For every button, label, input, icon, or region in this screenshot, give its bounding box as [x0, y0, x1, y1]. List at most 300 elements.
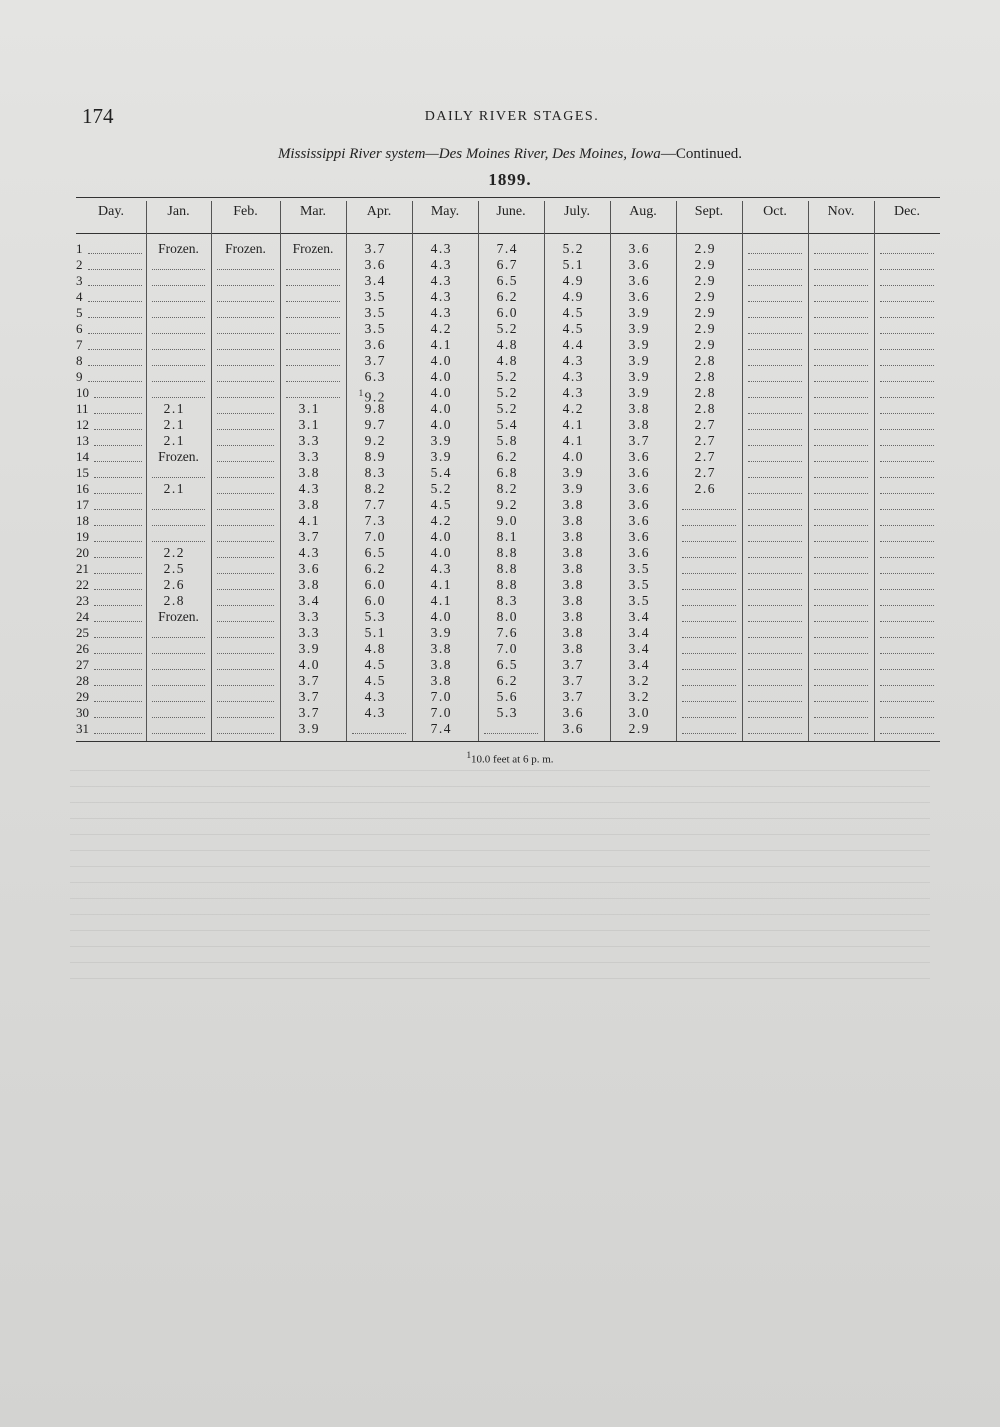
- stage-value-mar: 3.9: [298, 721, 320, 736]
- stage-value-may: 4.0: [430, 417, 452, 432]
- stage-value-june: 6.5: [496, 273, 518, 288]
- empty-cell-dots: [814, 621, 868, 622]
- stage-value-july: 4.5: [562, 321, 584, 336]
- empty-cell-dots: [814, 525, 868, 526]
- stage-value-mar: 3.1: [298, 417, 320, 432]
- stage-value-sept: 2.8: [694, 353, 716, 368]
- day-leader-dots: [94, 493, 142, 494]
- empty-cell-dots: [880, 637, 934, 638]
- empty-cell-dots: [880, 445, 934, 446]
- day-leader-dots: [94, 589, 142, 590]
- empty-cell-dots: [748, 637, 802, 638]
- empty-cell-dots: [152, 701, 205, 702]
- stage-value-apr: 9.7: [364, 417, 386, 432]
- stage-value-apr: 5.1: [364, 625, 386, 640]
- empty-cell-dots: [880, 461, 934, 462]
- stage-value-july: 5.1: [562, 257, 584, 272]
- empty-cell-dots: [152, 509, 205, 510]
- empty-cell-dots: [814, 589, 868, 590]
- empty-cell-dots: [880, 477, 934, 478]
- stage-value-july: 4.3: [562, 353, 584, 368]
- empty-cell-dots: [217, 269, 274, 270]
- stage-value-june: 8.3: [496, 593, 518, 608]
- stage-value-june: 9.2: [496, 497, 518, 512]
- stage-value-june: 4.8: [496, 337, 518, 352]
- day-leader-dots: [94, 541, 142, 542]
- empty-cell-dots: [748, 253, 802, 254]
- empty-cell-dots: [217, 669, 274, 670]
- stage-value-july: 3.8: [562, 577, 584, 592]
- stage-value-june: 9.0: [496, 513, 518, 528]
- stage-value-june: 5.2: [496, 385, 518, 400]
- empty-cell-dots: [748, 365, 802, 366]
- stage-value-mar: 3.8: [298, 465, 320, 480]
- stage-value-apr: 3.7: [364, 241, 386, 256]
- stage-value-may: 4.2: [430, 513, 452, 528]
- stage-value-july: 4.2: [562, 401, 584, 416]
- stage-value-sept: 2.7: [694, 449, 716, 464]
- stage-value-apr: 4.5: [364, 657, 386, 672]
- day-label: 17: [76, 497, 89, 512]
- empty-cell-dots: [152, 285, 205, 286]
- empty-cell-dots: [880, 397, 934, 398]
- stage-value-aug: 3.5: [628, 561, 650, 576]
- stage-value-may: 4.3: [430, 257, 452, 272]
- empty-cell-dots: [814, 429, 868, 430]
- stage-value-may: 4.3: [430, 241, 452, 256]
- empty-cell-dots: [217, 637, 274, 638]
- empty-cell-dots: [217, 397, 274, 398]
- stage-value-may: 5.2: [430, 481, 452, 496]
- stage-value-june: 5.6: [496, 689, 518, 704]
- day-leader-dots: [88, 253, 142, 254]
- stage-value-june: 5.2: [496, 369, 518, 384]
- empty-cell-dots: [748, 333, 802, 334]
- stage-value-july: 3.8: [562, 529, 584, 544]
- empty-cell-dots: [217, 493, 274, 494]
- stage-value-may: 4.0: [430, 609, 452, 624]
- empty-cell-dots: [880, 733, 934, 734]
- stage-value-apr: 8.9: [364, 449, 386, 464]
- empty-cell-dots: [880, 685, 934, 686]
- stage-value-july: 3.7: [562, 673, 584, 688]
- empty-cell-dots: [880, 701, 934, 702]
- day-label: 24: [76, 609, 89, 624]
- stage-value-apr: 9.8: [364, 401, 386, 416]
- day-label: 7: [76, 337, 83, 352]
- day-label: 2: [76, 257, 83, 272]
- stage-value-aug: 3.9: [628, 353, 650, 368]
- empty-cell-dots: [880, 621, 934, 622]
- stage-value-may: 4.0: [430, 353, 452, 368]
- empty-cell-dots: [814, 397, 868, 398]
- empty-cell-dots: [814, 269, 868, 270]
- empty-cell-dots: [814, 717, 868, 718]
- stage-value-sept: 2.8: [694, 385, 716, 400]
- stage-value-july: 3.6: [562, 721, 584, 736]
- stage-value-apr: 4.3: [364, 705, 386, 720]
- stage-value-aug: 3.6: [628, 481, 650, 496]
- day-label: 9: [76, 369, 83, 384]
- empty-cell-dots: [682, 717, 736, 718]
- stage-value-may: 4.3: [430, 289, 452, 304]
- empty-cell-dots: [814, 541, 868, 542]
- stage-value-apr: 3.6: [364, 337, 386, 352]
- stage-value-mar: 4.3: [298, 481, 320, 496]
- stage-value-sept: 2.9: [694, 305, 716, 320]
- day-leader-dots: [88, 301, 142, 302]
- empty-cell-dots: [286, 365, 340, 366]
- empty-cell-dots: [217, 381, 274, 382]
- stage-value-july: 3.8: [562, 641, 584, 656]
- stage-value-may: 4.1: [430, 577, 452, 592]
- empty-cell-dots: [217, 445, 274, 446]
- column-divider: [146, 201, 147, 741]
- stage-value-jan: 2.1: [163, 433, 185, 448]
- empty-cell-dots: [682, 653, 736, 654]
- stage-value-apr: 8.2: [364, 481, 386, 496]
- stage-value-june: 8.2: [496, 481, 518, 496]
- stage-value-mar: 4.3: [298, 545, 320, 560]
- empty-cell-dots: [217, 589, 274, 590]
- stage-value-may: 4.0: [430, 529, 452, 544]
- empty-cell-dots: [814, 557, 868, 558]
- empty-cell-dots: [814, 445, 868, 446]
- empty-cell-dots: [880, 429, 934, 430]
- stage-value-june: 5.3: [496, 705, 518, 720]
- column-divider: [808, 201, 809, 741]
- empty-cell-dots: [814, 573, 868, 574]
- empty-cell-dots: [682, 621, 736, 622]
- stage-value-mar: 3.8: [298, 577, 320, 592]
- stage-value-mar: Frozen.: [292, 241, 334, 256]
- empty-cell-dots: [814, 349, 868, 350]
- empty-cell-dots: [814, 669, 868, 670]
- day-leader-dots: [94, 477, 142, 478]
- empty-cell-dots: [217, 429, 274, 430]
- empty-cell-dots: [217, 413, 274, 414]
- day-label: 27: [76, 657, 89, 672]
- stage-value-aug: 3.6: [628, 449, 650, 464]
- stage-value-aug: 3.5: [628, 577, 650, 592]
- empty-cell-dots: [152, 653, 205, 654]
- stage-value-jan: 2.5: [163, 561, 185, 576]
- day-label: 12: [76, 417, 89, 432]
- empty-cell-dots: [682, 605, 736, 606]
- day-leader-dots: [94, 413, 142, 414]
- stage-value-jan: 2.1: [163, 481, 185, 496]
- stage-value-mar: 3.3: [298, 449, 320, 464]
- stage-value-jan: Frozen.: [158, 241, 199, 256]
- empty-cell-dots: [286, 317, 340, 318]
- stage-value-july: 4.4: [562, 337, 584, 352]
- stage-value-may: 4.0: [430, 385, 452, 400]
- stage-value-mar: 3.7: [298, 673, 320, 688]
- stage-value-may: 7.0: [430, 705, 452, 720]
- stage-value-jan: 2.2: [163, 545, 185, 560]
- day-label: 26: [76, 641, 89, 656]
- empty-cell-dots: [217, 653, 274, 654]
- empty-cell-dots: [152, 301, 205, 302]
- empty-cell-dots: [217, 349, 274, 350]
- empty-cell-dots: [748, 301, 802, 302]
- stage-value-june: 7.6: [496, 625, 518, 640]
- stage-value-apr: 3.7: [364, 353, 386, 368]
- stage-value-sept: 2.7: [694, 433, 716, 448]
- stage-value-mar: 3.1: [298, 401, 320, 416]
- empty-cell-dots: [814, 509, 868, 510]
- stage-value-apr: 8.3: [364, 465, 386, 480]
- stage-value-apr: 5.3: [364, 609, 386, 624]
- footnote-reference: 1: [358, 388, 365, 398]
- stage-value-july: 3.7: [562, 657, 584, 672]
- stage-value-july: 4.5: [562, 305, 584, 320]
- stage-value-may: 4.1: [430, 593, 452, 608]
- empty-cell-dots: [748, 285, 802, 286]
- empty-cell-dots: [880, 717, 934, 718]
- empty-cell-dots: [814, 413, 868, 414]
- empty-cell-dots: [152, 365, 205, 366]
- empty-cell-dots: [152, 317, 205, 318]
- stage-value-apr: 6.0: [364, 577, 386, 592]
- stage-value-apr: 7.0: [364, 529, 386, 544]
- column-header-feb: Feb.: [233, 204, 258, 219]
- empty-cell-dots: [748, 525, 802, 526]
- empty-cell-dots: [682, 701, 736, 702]
- empty-cell-dots: [880, 573, 934, 574]
- stage-value-may: 3.8: [430, 657, 452, 672]
- stage-value-july: 3.8: [562, 593, 584, 608]
- stage-value-june: 6.2: [496, 673, 518, 688]
- empty-cell-dots: [880, 317, 934, 318]
- day-label: 16: [76, 481, 89, 496]
- empty-cell-dots: [880, 269, 934, 270]
- header-bottom-rule: [76, 233, 940, 234]
- empty-cell-dots: [286, 397, 340, 398]
- empty-cell-dots: [217, 301, 274, 302]
- stage-value-july: 3.9: [562, 465, 584, 480]
- empty-cell-dots: [217, 733, 274, 734]
- day-leader-dots: [88, 285, 142, 286]
- column-divider: [211, 201, 212, 741]
- empty-cell-dots: [814, 381, 868, 382]
- empty-cell-dots: [814, 637, 868, 638]
- empty-cell-dots: [682, 589, 736, 590]
- empty-cell-dots: [217, 621, 274, 622]
- empty-cell-dots: [682, 733, 736, 734]
- empty-cell-dots: [748, 541, 802, 542]
- footnote: [0, 750, 1000, 766]
- stage-value-sept: 2.7: [694, 465, 716, 480]
- stage-value-apr: 7.3: [364, 513, 386, 528]
- day-leader-dots: [94, 653, 142, 654]
- day-leader-dots: [94, 685, 142, 686]
- empty-cell-dots: [682, 669, 736, 670]
- day-leader-dots: [88, 381, 142, 382]
- empty-cell-dots: [682, 573, 736, 574]
- day-label: 18: [76, 513, 89, 528]
- empty-cell-dots: [814, 253, 868, 254]
- stage-value-aug: 3.6: [628, 273, 650, 288]
- stage-value-may: 3.9: [430, 433, 452, 448]
- empty-cell-dots: [748, 349, 802, 350]
- stage-value-jan: Frozen.: [158, 609, 199, 624]
- empty-cell-dots: [880, 541, 934, 542]
- stage-value-mar: 3.7: [298, 529, 320, 544]
- stage-value-july: 3.8: [562, 609, 584, 624]
- day-label: 11: [76, 401, 89, 416]
- empty-cell-dots: [682, 525, 736, 526]
- empty-cell-dots: [814, 493, 868, 494]
- day-leader-dots: [94, 509, 142, 510]
- empty-cell-dots: [152, 381, 205, 382]
- day-label: 6: [76, 321, 83, 336]
- stage-value-sept: 2.6: [694, 481, 716, 496]
- stage-value-june: 6.2: [496, 289, 518, 304]
- stage-value-july: 3.8: [562, 513, 584, 528]
- day-label: 4: [76, 289, 83, 304]
- stage-value-jan: 2.8: [163, 593, 185, 608]
- empty-cell-dots: [152, 525, 205, 526]
- empty-cell-dots: [286, 285, 340, 286]
- day-leader-dots: [94, 621, 142, 622]
- stage-value-apr: 7.7: [364, 497, 386, 512]
- empty-cell-dots: [814, 701, 868, 702]
- day-label: 30: [76, 705, 89, 720]
- day-leader-dots: [88, 269, 142, 270]
- day-leader-dots: [94, 717, 142, 718]
- stage-value-aug: 3.8: [628, 401, 650, 416]
- day-label: 23: [76, 593, 89, 608]
- stage-value-sept: 2.7: [694, 417, 716, 432]
- day-label: 20: [76, 545, 89, 560]
- day-label: 13: [76, 433, 89, 448]
- stage-value-aug: 3.9: [628, 369, 650, 384]
- empty-cell-dots: [814, 733, 868, 734]
- stage-value-july: 4.3: [562, 385, 584, 400]
- stage-value-apr: 6.5: [364, 545, 386, 560]
- empty-cell-dots: [748, 589, 802, 590]
- day-label: 22: [76, 577, 89, 592]
- stage-value-july: 3.9: [562, 481, 584, 496]
- empty-cell-dots: [880, 589, 934, 590]
- empty-cell-dots: [152, 269, 205, 270]
- table-bottom-rule: [76, 741, 940, 742]
- empty-cell-dots: [217, 557, 274, 558]
- stage-value-may: 4.5: [430, 497, 452, 512]
- stage-value-july: 4.0: [562, 449, 584, 464]
- stage-value-apr: 3.6: [364, 257, 386, 272]
- page-header: [82, 104, 942, 134]
- stage-value-apr: 3.5: [364, 305, 386, 320]
- caption-italic: Mississippi River system—Des Moines River, Des Moines, Iowa: [277, 146, 661, 162]
- column-header-july: July.: [564, 204, 590, 219]
- empty-cell-dots: [814, 317, 868, 318]
- stage-value-aug: 3.6: [628, 289, 650, 304]
- empty-cell-dots: [880, 333, 934, 334]
- day-leader-dots: [94, 461, 142, 462]
- stage-value-june: 7.0: [496, 641, 518, 656]
- empty-cell-dots: [152, 541, 205, 542]
- column-divider: [742, 201, 743, 741]
- stage-value-aug: 3.6: [628, 257, 650, 272]
- day-leader-dots: [94, 397, 142, 398]
- stage-value-apr: 6.0: [364, 593, 386, 608]
- empty-cell-dots: [748, 397, 802, 398]
- empty-cell-dots: [286, 349, 340, 350]
- stage-value-apr: 9.2: [364, 433, 386, 448]
- stage-value-mar: 3.4: [298, 593, 320, 608]
- empty-cell-dots: [748, 717, 802, 718]
- stage-value-sept: 2.9: [694, 337, 716, 352]
- stage-value-apr: 6.2: [364, 561, 386, 576]
- bleed-through: [70, 770, 930, 990]
- empty-cell-dots: [748, 557, 802, 558]
- stage-value-sept: 2.9: [694, 257, 716, 272]
- empty-cell-dots: [286, 381, 340, 382]
- stage-value-aug: 3.4: [628, 657, 650, 672]
- stage-value-aug: 3.5: [628, 593, 650, 608]
- empty-cell-dots: [748, 573, 802, 574]
- empty-cell-dots: [814, 605, 868, 606]
- day-label: 21: [76, 561, 89, 576]
- empty-cell-dots: [748, 605, 802, 606]
- stage-value-may: 4.0: [430, 401, 452, 416]
- stage-value-aug: 3.6: [628, 513, 650, 528]
- day-label: 15: [76, 465, 89, 480]
- empty-cell-dots: [748, 317, 802, 318]
- empty-cell-dots: [152, 637, 205, 638]
- stage-value-may: 4.3: [430, 561, 452, 576]
- column-header-jan: Jan.: [167, 204, 190, 219]
- stage-value-july: 4.1: [562, 433, 584, 448]
- empty-cell-dots: [484, 733, 538, 734]
- stage-value-mar: 3.8: [298, 497, 320, 512]
- stage-value-may: 4.3: [430, 273, 452, 288]
- stage-value-aug: 2.9: [628, 721, 650, 736]
- stage-value-aug: 3.4: [628, 641, 650, 656]
- empty-cell-dots: [814, 365, 868, 366]
- empty-cell-dots: [880, 413, 934, 414]
- empty-cell-dots: [217, 333, 274, 334]
- stage-value-june: 6.8: [496, 465, 518, 480]
- empty-cell-dots: [880, 669, 934, 670]
- empty-cell-dots: [748, 413, 802, 414]
- stage-value-june: 4.8: [496, 353, 518, 368]
- page-number: 174: [82, 104, 114, 128]
- day-label: 1: [76, 241, 83, 256]
- empty-cell-dots: [152, 333, 205, 334]
- empty-cell-dots: [880, 493, 934, 494]
- table-caption: [0, 146, 1000, 163]
- stage-value-july: 3.8: [562, 625, 584, 640]
- day-leader-dots: [94, 605, 142, 606]
- empty-cell-dots: [748, 477, 802, 478]
- empty-cell-dots: [814, 477, 868, 478]
- day-leader-dots: [94, 669, 142, 670]
- empty-cell-dots: [217, 573, 274, 574]
- stage-value-aug: 3.6: [628, 497, 650, 512]
- stage-value-may: 4.0: [430, 369, 452, 384]
- empty-cell-dots: [152, 349, 205, 350]
- empty-cell-dots: [748, 269, 802, 270]
- empty-cell-dots: [814, 653, 868, 654]
- stage-value-may: 4.2: [430, 321, 452, 336]
- stage-value-mar: 3.9: [298, 641, 320, 656]
- stage-value-aug: 3.6: [628, 529, 650, 544]
- empty-cell-dots: [748, 381, 802, 382]
- stage-value-aug: 3.7: [628, 433, 650, 448]
